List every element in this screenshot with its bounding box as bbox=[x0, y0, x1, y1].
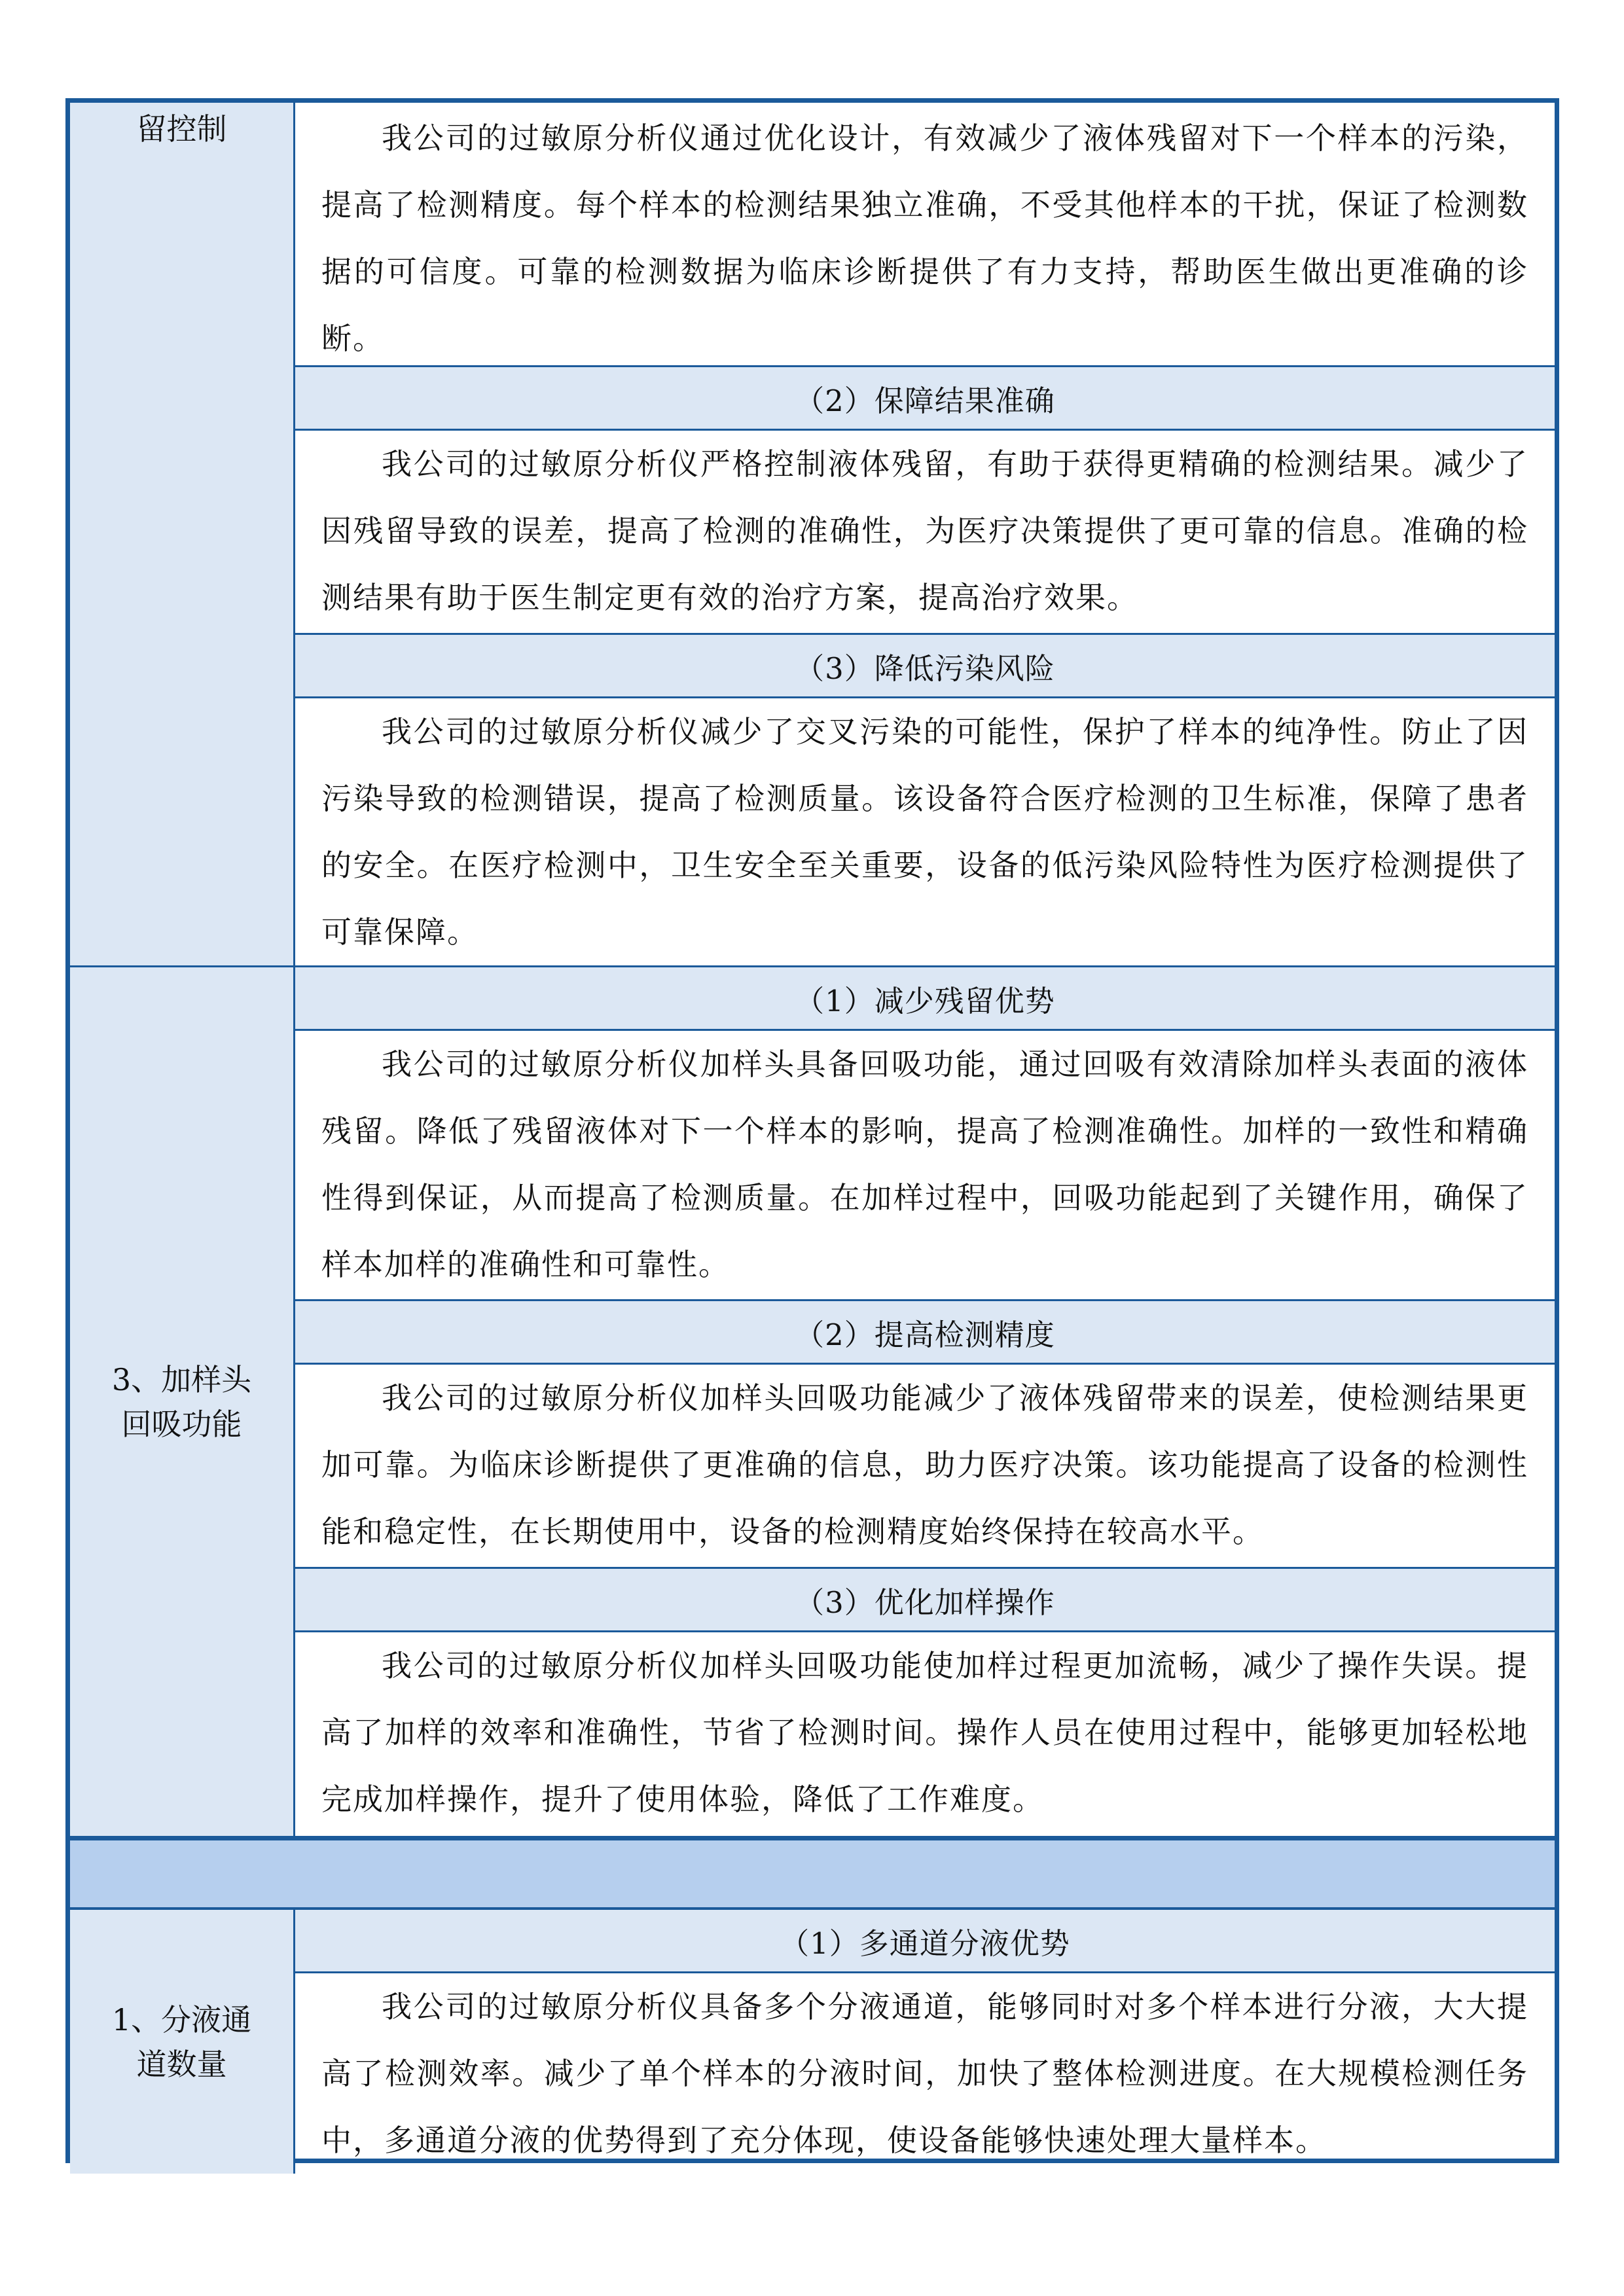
sub-heading: （1）多通道分液优势 bbox=[295, 1910, 1555, 1973]
paragraph bbox=[295, 1973, 1555, 2174]
document-table bbox=[65, 98, 1559, 2163]
paragraph bbox=[295, 1632, 1555, 1836]
row-content-residue-control bbox=[295, 103, 1555, 967]
paragraph bbox=[295, 1031, 1555, 1299]
paragraph-text: 我公司的过敏原分析仪加样头回吸功能减少了液体残留带来的误差，使检测结果更加可靠。为临床诊断提供了更准确的信息，助力医疗决策。该功能提高了设备的检测性能和稳定性，在长期使用中，设备的检测精度始终保持在较高水平。 bbox=[321, 1380, 1528, 1549]
paragraph-text: 我公司的过敏原分析仪减少了交叉污染的可能性，保护了样本的纯净性。防止了因污染导致的检测错误，提高了检测质量。该设备符合医疗检测的卫生标准，保障了患者的安全。在医疗检测中，卫生安全至关重要，设备的低污染风险特性为医疗检测提供了可靠保障。 bbox=[321, 714, 1528, 950]
paragraph-text: 我公司的过敏原分析仪通过优化设计，有效减少了液体残留对下一个样本的污染，提高了检测精度。每个样本的检测结果独立准确，不受其他样本的干扰，保证了检测数据的可信度。可靠的检测数据为临床诊断提供了有力支持，帮助医生做出更准确的诊断。 bbox=[321, 120, 1528, 356]
row-label-line: 3、加样头 bbox=[111, 1361, 252, 1397]
sub-heading: （2）提高检测精度 bbox=[295, 1299, 1555, 1365]
row-label-line: 道数量 bbox=[136, 2046, 227, 2082]
sub-heading: （2）保障结果准确 bbox=[295, 365, 1555, 431]
paragraph bbox=[295, 698, 1555, 965]
row-label-text: 留控制 bbox=[136, 111, 227, 147]
paragraph-text: 我公司的过敏原分析仪严格控制液体残留，有助于获得更精确的检测结果。减少了因残留导致的误差，提高了检测的准确性，为医疗决策提供了更可靠的信息。准确的检测结果有助于医生制定更有效的治疗方案，提高治疗效果。 bbox=[321, 446, 1528, 615]
row-label-tip-suction bbox=[70, 967, 295, 1838]
sub-heading: （3）优化加样操作 bbox=[295, 1567, 1555, 1632]
row-label-line: 1、分液通 bbox=[111, 2001, 252, 2037]
paragraph bbox=[295, 1365, 1555, 1567]
sub-heading: （1）减少残留优势 bbox=[295, 967, 1555, 1031]
row-label-channel-count bbox=[70, 1910, 295, 2174]
paragraph-text: 我公司的过敏原分析仪加样头回吸功能使加样过程更加流畅，减少了操作失误。提高了加样的效率和准确性，节省了检测时间。操作人员在使用过程中，能够更加轻松地完成加样操作，提升了使用体验，降低了工作难度。 bbox=[321, 1648, 1528, 1817]
row-content-channel-count bbox=[295, 1910, 1555, 2174]
paragraph bbox=[295, 431, 1555, 633]
row-label-line: 回吸功能 bbox=[121, 1406, 242, 1442]
paragraph bbox=[295, 103, 1555, 365]
paragraph-text: 我公司的过敏原分析仪加样头具备回吸功能，通过回吸有效清除加样头表面的液体残留。降低了残留液体对下一个样本的影响，提高了检测准确性。加样的一致性和精确性得到保证，从而提高了检测质量。在加样过程中，回吸功能起到了关键作用，确保了样本加样的准确性和可靠性。 bbox=[321, 1047, 1528, 1282]
paragraph-text: 我公司的过敏原分析仪具备多个分液通道，能够同时对多个样本进行分液，大大提高了检测效率。减少了单个样本的分液时间，加快了整体检测进度。在大规模检测任务中，多通道分液的优势得到了充分体现，使设备能够快速处理大量样本。 bbox=[321, 1989, 1528, 2158]
sub-heading: （3）降低污染风险 bbox=[295, 633, 1555, 698]
row-content-tip-suction bbox=[295, 967, 1555, 1838]
row-label-residue-control bbox=[70, 103, 295, 967]
section-banner bbox=[70, 1838, 1555, 1910]
